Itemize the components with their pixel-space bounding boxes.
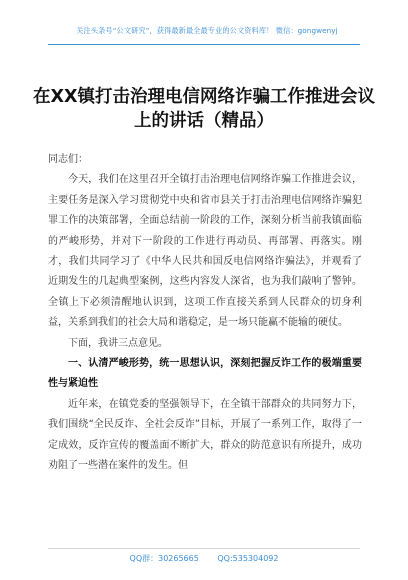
document-title: 在XX镇打击治理电信网络诈骗工作推进会议上的讲话（精品）	[33, 87, 375, 131]
paragraph-intro: 今天，我们在这里召开全镇打击治理电信网络诈骗工作推进会议，主要任务是深入学习贯彻党中央和省市县关于打击治理电信网络诈骗犯罪工作的决策部署，全面总结前一阶段的工作，深刻分析当前我镇面临的严峻形势，并对下一阶段的工作进行再动员、再部署、再落实。刚才，我们共同学习了《中华人民共和国反电信网络诈骗法》，并观看了近期发生的几起典型案例，这些内容发人深省，也为我们敲响了警钟。全镇上下必须清醒地认识到，这项工作直接关系到人民群众的切身利益，关系到我们的社会大局和谐稳定，是一场只能赢不能输的硬仗。	[48, 174, 362, 329]
section-heading-1: 一、认清严峻形势，统一思想认识，深刻把握反诈工作的极端重要性与紧迫性	[48, 358, 362, 390]
footer-divider	[48, 548, 360, 549]
salutation: 同志们：	[48, 154, 88, 165]
document-body	[48, 150, 362, 477]
header-divider	[48, 44, 360, 45]
footer	[48, 553, 360, 564]
footer-qq: QQ:535304092	[217, 554, 279, 563]
paragraph-outline: 下面，我讲三点意见。	[68, 337, 168, 349]
footer-qq-group: QQ群：30265665	[129, 554, 199, 563]
header-notice: 关注头条号“公文研究”，获得最新最全最专业的公文资料库！ 微信：gongwenyj	[76, 26, 338, 35]
paragraph-section-1: 近年来，在镇党委的坚强领导下，在全镇干部群众的共同努力下，我们围绕“全民反诈、全社会反诈”目标，开展了一系列工作，取得了一定成效，反诈宣传的覆盖面不断扩大，群众的防范意识有所提升，成功劝阻了一些潜在案件的发生。但	[48, 398, 362, 472]
